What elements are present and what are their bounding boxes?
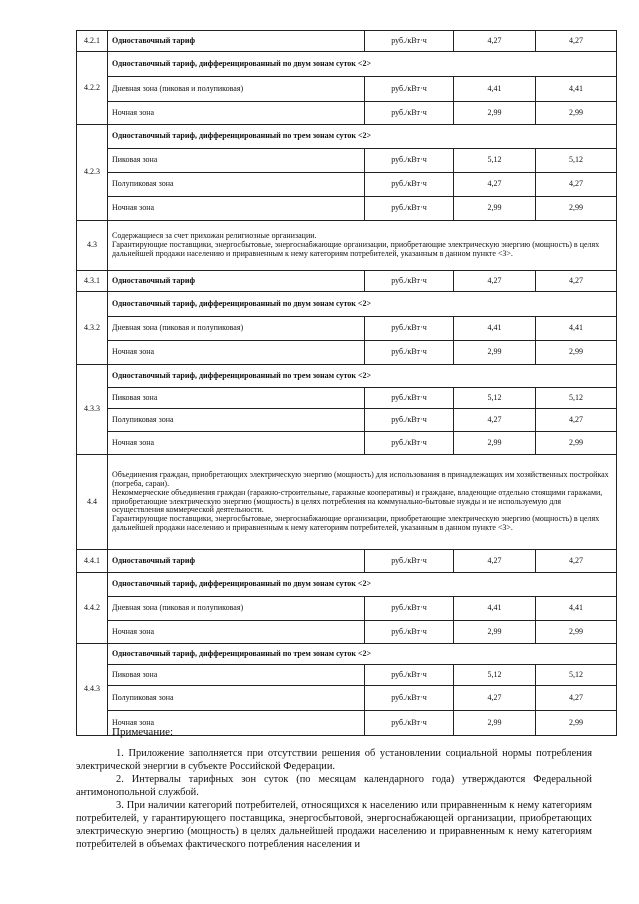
zone-name: Полупиковая зона [108, 686, 365, 711]
table-row [77, 573, 617, 597]
row-number: 4.2.2 [77, 52, 108, 125]
value-cell: 2,99 [454, 711, 536, 736]
value-cell: 5,12 [454, 388, 536, 409]
value-cell: 2,99 [454, 341, 536, 365]
description-line: Гарантирующие поставщики, энергосбытовые, энергоснабжающие организации, приобретающие электрическую энергию (мощность) в целях дальнейшей продажи населению и приравненным к нему категориям потребителей, указанным в данном пункте <3>. [112, 514, 600, 532]
value-cell: 4,27 [536, 409, 617, 432]
category-description [108, 221, 617, 271]
zone-name: Ночная зона [108, 341, 365, 365]
tariff-name: Одноставочный тариф [108, 31, 365, 52]
value-cell: 4,41 [454, 317, 536, 341]
tariff-name: Одноставочный тариф, дифференцированный по трем зонам суток <2> [108, 644, 617, 665]
unit-cell: руб./кВт·ч [365, 665, 454, 686]
zone-name: Ночная зона [108, 711, 365, 736]
description-line: Объединения граждан, приобретающих электрическую энергию (мощность) для использования в принадлежащих им хозяйственных постройках (погреба, сараи). [112, 470, 609, 488]
value-cell: 4,41 [536, 317, 617, 341]
table-row [77, 455, 617, 550]
value-cell: 5,12 [454, 665, 536, 686]
table-row [77, 271, 617, 292]
table-row [77, 621, 617, 644]
zone-name: Дневная зона (пиковая и полупиковая) [108, 597, 365, 621]
value-cell: 2,99 [454, 621, 536, 644]
unit-cell: руб./кВт·ч [365, 102, 454, 125]
value-cell: 2,99 [536, 432, 617, 455]
unit-cell: руб./кВт·ч [365, 317, 454, 341]
table-row [77, 388, 617, 409]
table-row [77, 686, 617, 711]
row-number: 4.4.1 [77, 550, 108, 573]
table-row [77, 665, 617, 686]
zone-name: Дневная зона (пиковая и полупиковая) [108, 317, 365, 341]
row-number: 4.2.1 [77, 31, 108, 52]
value-cell: 4,27 [536, 173, 617, 197]
table-row [77, 365, 617, 388]
value-cell: 2,99 [536, 197, 617, 221]
zone-name: Ночная зона [108, 432, 365, 455]
value-cell: 2,99 [536, 711, 617, 736]
unit-cell: руб./кВт·ч [365, 31, 454, 52]
value-cell: 5,12 [536, 149, 617, 173]
notes-title: Примечание: [112, 726, 174, 738]
table-row [77, 77, 617, 102]
table-row [77, 644, 617, 665]
description-line: Содержащиеся за счет прихожан религиозные организации. [112, 231, 317, 241]
notes-block [76, 747, 592, 851]
table-row [77, 409, 617, 432]
row-number: 4.3.1 [77, 271, 108, 292]
tariff-name: Одноставочный тариф, дифференцированный по трем зонам суток <2> [108, 125, 617, 149]
row-number: 4.2.3 [77, 125, 108, 221]
table-row [77, 292, 617, 317]
tariff-name: Одноставочный тариф [108, 271, 365, 292]
unit-cell: руб./кВт·ч [365, 197, 454, 221]
zone-name: Пиковая зона [108, 388, 365, 409]
value-cell: 5,12 [536, 388, 617, 409]
table-row [77, 341, 617, 365]
zone-name: Полупиковая зона [108, 409, 365, 432]
description-line: Гарантирующие поставщики, энергосбытовые, энергоснабжающие организации, приобретающие электрическую энергию (мощность) в целях дальнейшей продажи населению и приравненным к нему категориям потребителей, указанным в данном пункте <3>. [112, 240, 600, 258]
value-cell: 4,41 [536, 597, 617, 621]
tariff-name: Одноставочный тариф, дифференцированный по двум зонам суток <2> [108, 292, 617, 317]
tariff-name: Одноставочный тариф, дифференцированный по двум зонам суток <2> [108, 573, 617, 597]
row-number: 4.4 [77, 455, 108, 550]
unit-cell: руб./кВт·ч [365, 550, 454, 573]
zone-name: Ночная зона [108, 197, 365, 221]
row-number: 4.4.2 [77, 573, 108, 644]
value-cell: 4,41 [454, 77, 536, 102]
value-cell: 4,27 [454, 271, 536, 292]
value-cell: 4,27 [536, 31, 617, 52]
zone-name: Ночная зона [108, 621, 365, 644]
value-cell: 5,12 [536, 665, 617, 686]
value-cell: 2,99 [536, 102, 617, 125]
table-row [77, 52, 617, 77]
unit-cell: руб./кВт·ч [365, 77, 454, 102]
unit-cell: руб./кВт·ч [365, 621, 454, 644]
tariff-name: Одноставочный тариф [108, 550, 365, 573]
value-cell: 4,41 [454, 597, 536, 621]
row-number: 4.3 [77, 221, 108, 271]
tariff-table [76, 30, 617, 736]
table-row [77, 432, 617, 455]
table-row [77, 173, 617, 197]
unit-cell: руб./кВт·ч [365, 341, 454, 365]
unit-cell: руб./кВт·ч [365, 388, 454, 409]
tariff-name: Одноставочный тариф, дифференцированный по трем зонам суток <2> [108, 365, 617, 388]
note-paragraph: 3. При наличии категорий потребителей, относящихся к населению или приравненным к нему категориям потребителей, у гарантирующего поставщика, энергосбытовой, энергоснабжающей организации, приобретающих электрическую энергию (мощность) в целях дальнейшей продажи населению и приравненным к нему категориям потребителей в объемах фактического потребления населения и [76, 800, 592, 850]
table-row [77, 221, 617, 271]
value-cell: 2,99 [454, 197, 536, 221]
unit-cell: руб./кВт·ч [365, 711, 454, 736]
zone-name: Ночная зона [108, 102, 365, 125]
value-cell: 4,41 [536, 77, 617, 102]
table-row [77, 102, 617, 125]
value-cell: 4,27 [536, 550, 617, 573]
value-cell: 2,99 [454, 432, 536, 455]
zone-name: Полупиковая зона [108, 173, 365, 197]
unit-cell: руб./кВт·ч [365, 271, 454, 292]
row-number: 4.3.3 [77, 365, 108, 455]
unit-cell: руб./кВт·ч [365, 432, 454, 455]
value-cell: 4,27 [454, 173, 536, 197]
table-row [77, 550, 617, 573]
unit-cell: руб./кВт·ч [365, 597, 454, 621]
table-row [77, 31, 617, 52]
category-description [108, 455, 617, 550]
table-row [77, 197, 617, 221]
unit-cell: руб./кВт·ч [365, 409, 454, 432]
tariff-name: Одноставочный тариф, дифференцированный по двум зонам суток <2> [108, 52, 617, 77]
zone-name: Пиковая зона [108, 149, 365, 173]
description-line: Некоммерческие объединения граждан (гаражно-строительные, гаражные кооперативы) и граждане, владеющие отдельно стоящими гаражами, приобретающие электрическую энергию (мощность) в целях потребления на коммунально-бытовые нужды и не используемую для осуществления коммерческой деятельности. [112, 487, 603, 515]
table-row [77, 149, 617, 173]
unit-cell: руб./кВт·ч [365, 149, 454, 173]
table-row [77, 597, 617, 621]
value-cell: 4,27 [454, 31, 536, 52]
value-cell: 2,99 [536, 341, 617, 365]
table-row [77, 317, 617, 341]
note-paragraph: 2. Интервалы тарифных зон суток (по месяцам календарного года) утверждаются Федеральной антимонопольной службой. [76, 774, 592, 798]
zone-name: Пиковая зона [108, 665, 365, 686]
unit-cell: руб./кВт·ч [365, 173, 454, 197]
row-number: 4.4.3 [77, 644, 108, 736]
value-cell: 5,12 [454, 149, 536, 173]
value-cell: 4,27 [454, 409, 536, 432]
value-cell: 2,99 [536, 621, 617, 644]
table-row [77, 125, 617, 149]
zone-name: Дневная зона (пиковая и полупиковая) [108, 77, 365, 102]
value-cell: 4,27 [454, 686, 536, 711]
value-cell: 2,99 [454, 102, 536, 125]
value-cell: 4,27 [536, 271, 617, 292]
row-number: 4.3.2 [77, 292, 108, 365]
note-paragraph: 1. Приложение заполняется при отсутствии решения об установлении социальной нормы потребления электрической энергии в субъекте Российской Федерации. [76, 748, 592, 772]
unit-cell: руб./кВт·ч [365, 686, 454, 711]
value-cell: 4,27 [536, 686, 617, 711]
value-cell: 4,27 [454, 550, 536, 573]
